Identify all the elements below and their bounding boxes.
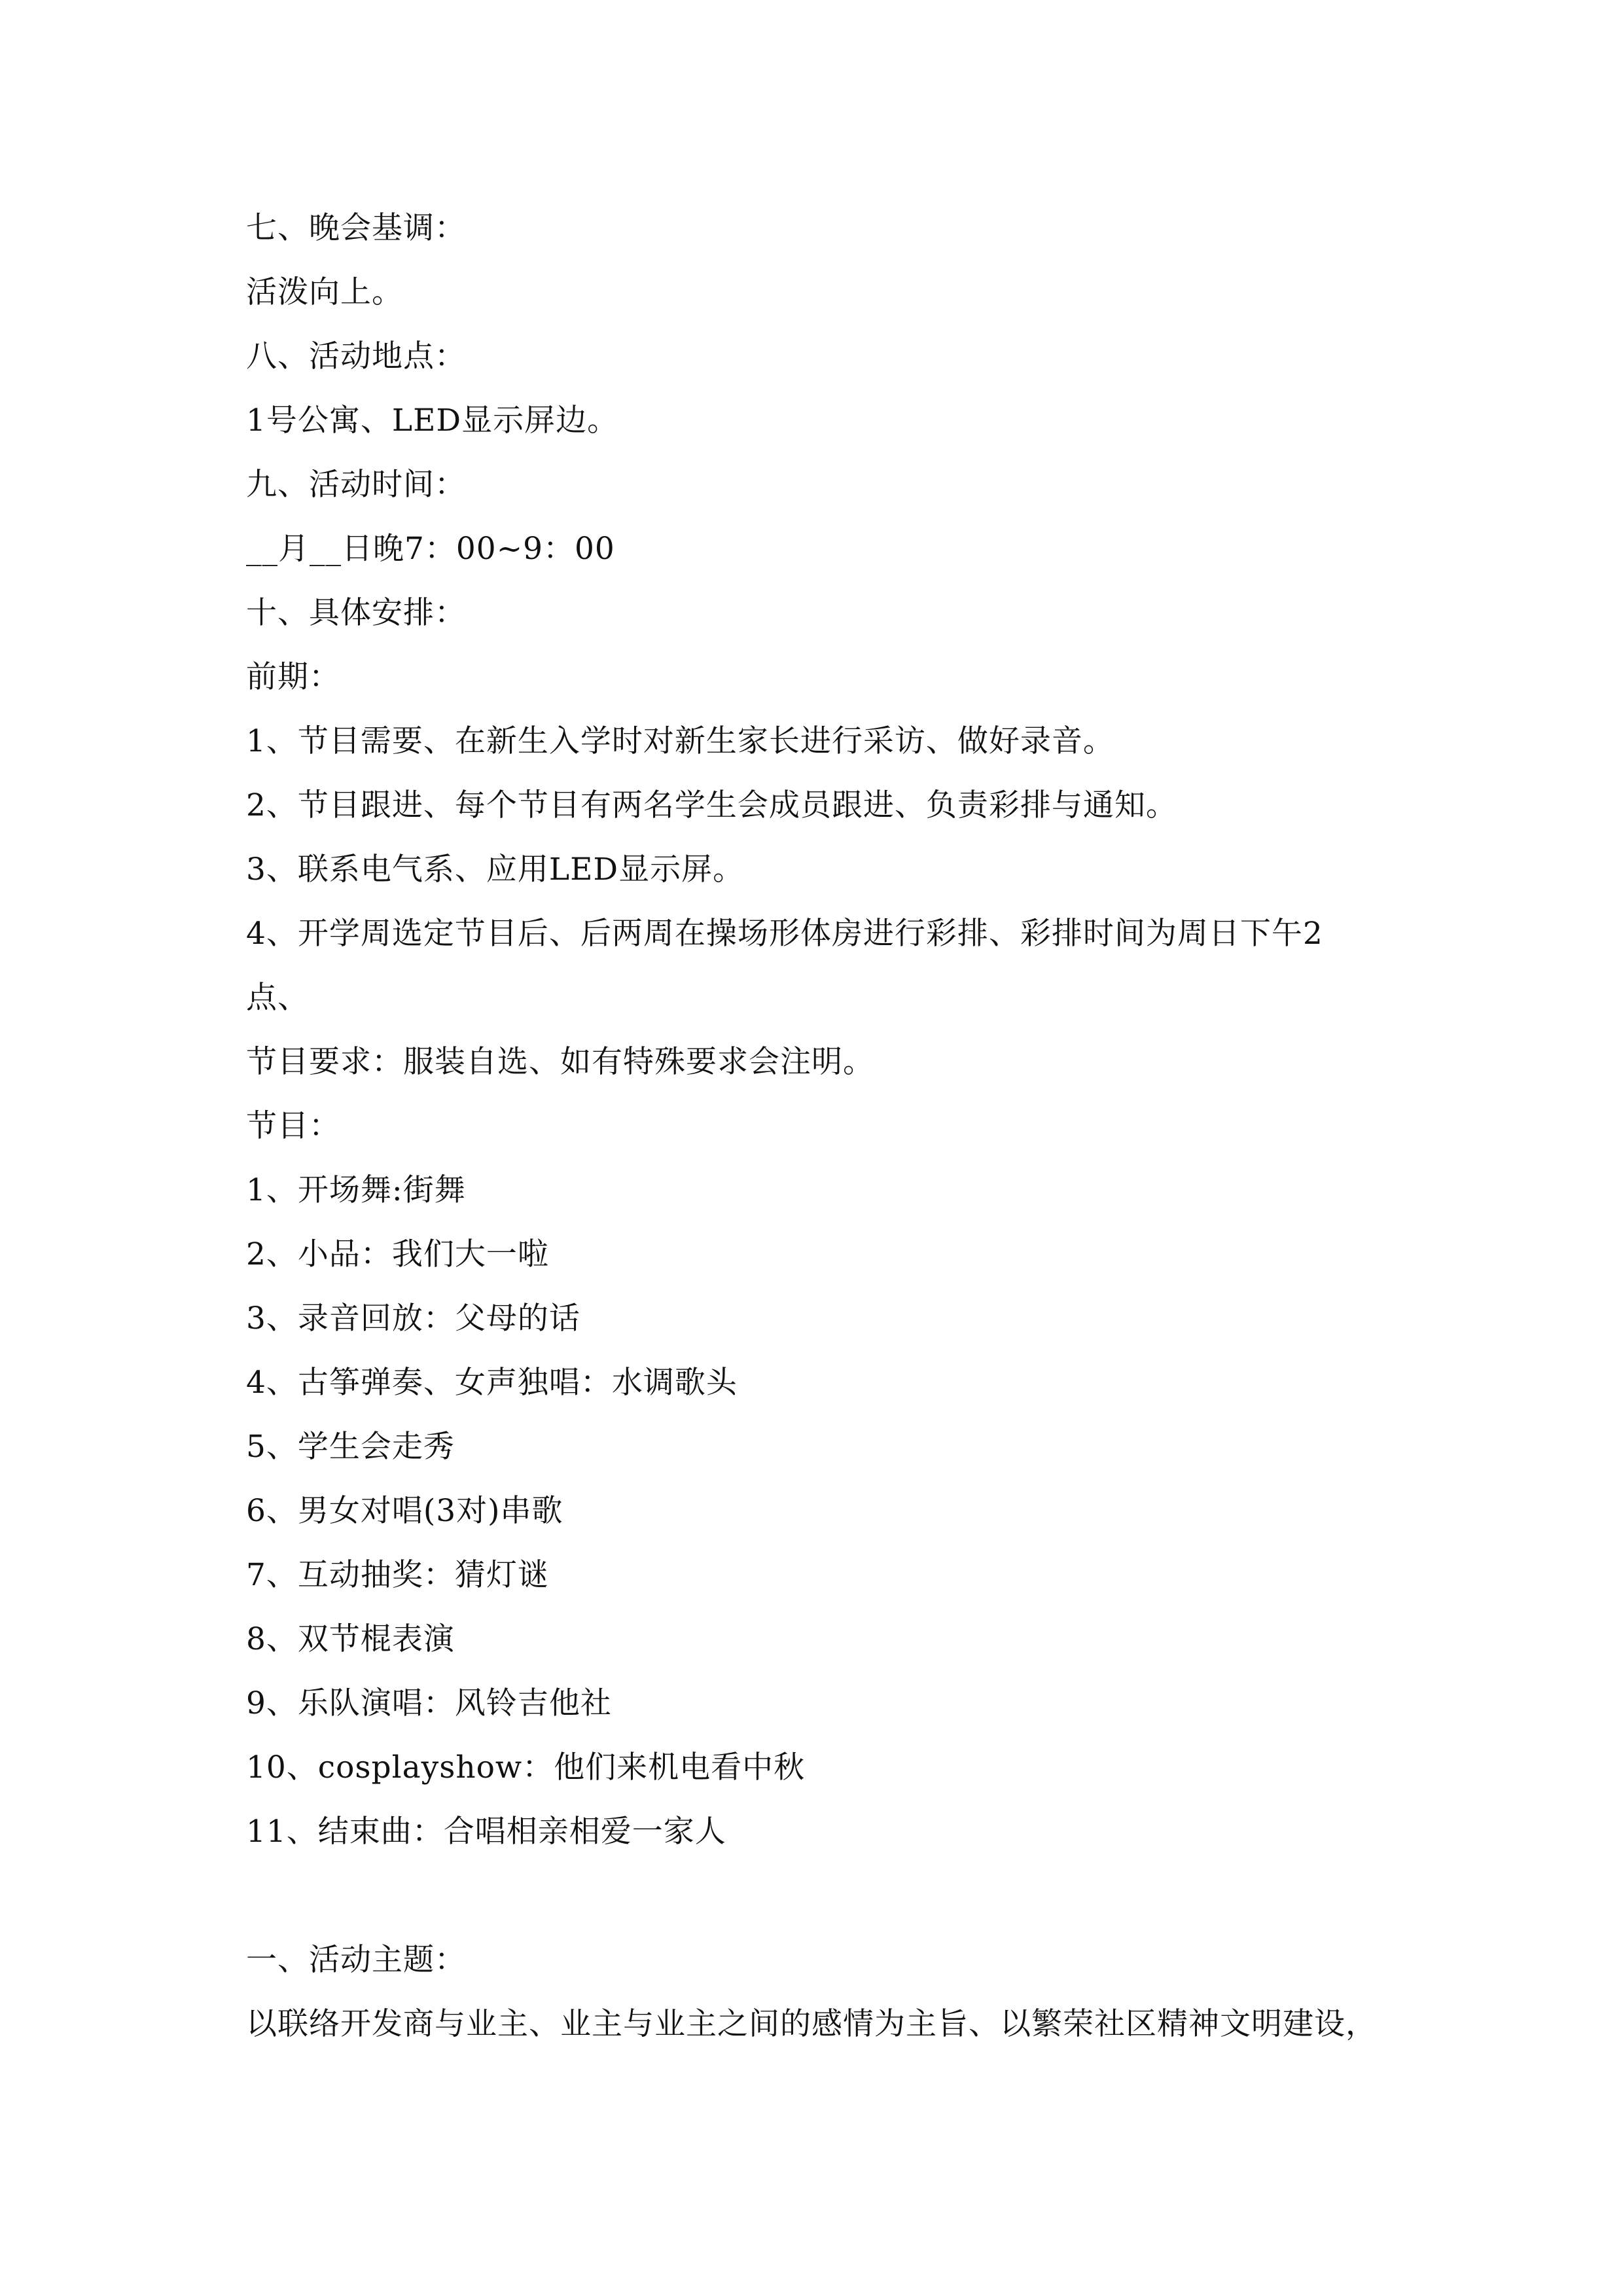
list-item: 1、节目需要、在新生入学时对新生家长进行采访、做好录音。 bbox=[246, 723, 1115, 759]
program-item: 6、男女对唱(3对)串歌 bbox=[246, 1493, 563, 1529]
program-item: 11、结束曲：合唱相亲相爱一家人 bbox=[246, 1814, 726, 1850]
section-heading-location: 八、活动地点： bbox=[246, 338, 466, 374]
section-heading-tone: 七、晚会基调： bbox=[246, 210, 466, 246]
program-item: 4、古筝弹奏、女声独唱：水调歌头 bbox=[246, 1365, 738, 1401]
section-heading-arrangement: 十、具体安排： bbox=[246, 595, 466, 631]
paragraph-program-requirements: 节目要求：服装自选、如有特殊要求会注明。 bbox=[246, 1044, 874, 1080]
paragraph-theme: 以联络开发商与业主、业主与业主之间的感情为主旨、以繁荣社区精神文明建设， bbox=[246, 2006, 1377, 2042]
program-item: 3、录音回放：父母的话 bbox=[246, 1300, 580, 1336]
list-item: 2、节目跟进、每个节目有两名学生会成员跟进、负责彩排与通知。 bbox=[246, 787, 1177, 823]
paragraph-tone: 活泼向上。 bbox=[246, 274, 403, 310]
subheading-preparation: 前期： bbox=[246, 659, 340, 695]
program-item: 5、学生会走秀 bbox=[246, 1429, 455, 1465]
paragraph-location: 1号公寓、LED显示屏边。 bbox=[246, 403, 619, 439]
program-item: 8、双节棍表演 bbox=[246, 1621, 455, 1657]
list-item: 3、联系电气系、应用LED显示屏。 bbox=[246, 852, 745, 888]
document-body bbox=[246, 196, 1378, 2056]
blank-line bbox=[246, 1864, 1378, 1928]
section-heading-time: 九、活动时间： bbox=[246, 467, 466, 503]
program-item: 9、乐队演唱：风铃吉他社 bbox=[246, 1685, 612, 1721]
section-heading-theme: 一、活动主题： bbox=[246, 1942, 466, 1978]
program-item: 2、小品：我们大一啦 bbox=[246, 1236, 549, 1272]
program-item: 1、开场舞:街舞 bbox=[246, 1172, 466, 1208]
subheading-programs: 节目： bbox=[246, 1108, 340, 1144]
program-item: 10、cosplayshow：他们来机电看中秋 bbox=[246, 1749, 806, 1785]
program-item: 7、互动抽奖：猜灯谜 bbox=[246, 1557, 549, 1593]
list-item-continuation: 点、 bbox=[246, 980, 309, 1016]
list-item: 4、开学周选定节目后、后两周在操场形体房进行彩排、彩排时间为周日下午2 bbox=[246, 916, 1323, 952]
paragraph-time: __月__日晚7：00~9：00 bbox=[246, 531, 615, 567]
